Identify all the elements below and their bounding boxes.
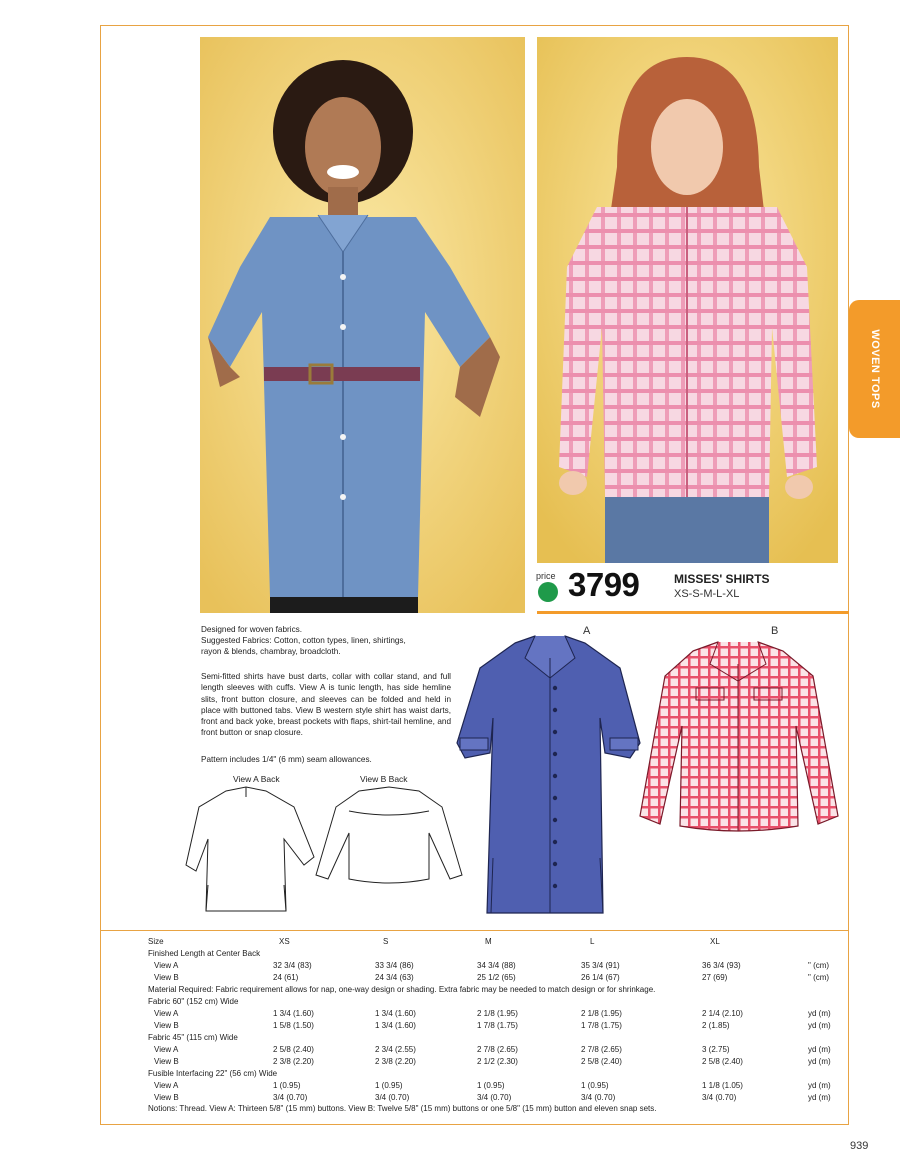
fabrics-line-3: rayon & blends, chambray, broadcloth. bbox=[201, 647, 341, 656]
f45-b-xl: 2 5/8 (2.40) bbox=[702, 1057, 743, 1066]
price-label: price bbox=[536, 571, 556, 581]
fi-b-l: 3/4 (0.70) bbox=[581, 1093, 616, 1102]
illustration-view-b-back bbox=[314, 785, 464, 887]
fabrics-line-1: Designed for woven fabrics. bbox=[201, 625, 303, 634]
photo-view-a bbox=[200, 37, 525, 613]
f60-view-a-label: View A bbox=[154, 1009, 179, 1018]
f45-b-xs: 2 3/8 (2.20) bbox=[273, 1057, 314, 1066]
fabric45-label: Fabric 45" (115 cm) Wide bbox=[148, 1033, 238, 1042]
fi-a-xl: 1 1/8 (1.05) bbox=[702, 1081, 743, 1090]
fabrics-line-2: Suggested Fabrics: Cotton, cotton types, linen, shirtings, bbox=[201, 636, 406, 645]
fi-a-xs: 1 (0.95) bbox=[273, 1081, 301, 1090]
f60-b-s: 1 3/4 (1.60) bbox=[375, 1021, 416, 1030]
f45-a-s: 2 3/4 (2.55) bbox=[375, 1045, 416, 1054]
fl-b-xs: 24 (61) bbox=[273, 973, 299, 982]
fabric60-label: Fabric 60" (152 cm) Wide bbox=[148, 997, 239, 1006]
f60-view-b-label: View B bbox=[154, 1021, 179, 1030]
illustration-view-a-back bbox=[184, 785, 318, 915]
f60-a-xs: 1 3/4 (1.60) bbox=[273, 1009, 314, 1018]
f45-a-xs: 2 5/8 (2.40) bbox=[273, 1045, 314, 1054]
pattern-title: MISSES' SHIRTS bbox=[674, 572, 770, 586]
material-note: Material Required: Fabric requirement allows for nap, one-way design or shading. Extra fabric may be needed to match design or for shrinkage. bbox=[148, 985, 656, 994]
fi-a-s: 1 (0.95) bbox=[375, 1081, 403, 1090]
f45-b-unit: yd (m) bbox=[808, 1057, 831, 1066]
fl-b-unit: " (cm) bbox=[808, 973, 830, 982]
fi-a-unit: yd (m) bbox=[808, 1081, 831, 1090]
f45-b-s: 2 3/8 (2.20) bbox=[375, 1057, 416, 1066]
pattern-number: 3799 bbox=[568, 566, 640, 603]
fl-b-xl: 27 (69) bbox=[702, 973, 728, 982]
fi-b-xl: 3/4 (0.70) bbox=[702, 1093, 737, 1102]
fusible-label: Fusible Interfacing 22" (56 cm) Wide bbox=[148, 1069, 278, 1078]
fi-b-m: 3/4 (0.70) bbox=[477, 1093, 512, 1102]
section-tab-label: WOVEN TOPS bbox=[868, 329, 881, 409]
f60-a-m: 2 1/8 (1.95) bbox=[477, 1009, 518, 1018]
fl-view-b-label: View B bbox=[154, 973, 179, 982]
photo-view-b bbox=[537, 37, 838, 563]
pattern-sizes: XS-S-M-L-XL bbox=[674, 588, 740, 600]
size-label: Size bbox=[148, 937, 164, 946]
fl-b-m: 25 1/2 (65) bbox=[477, 973, 516, 982]
view-b-label: B bbox=[771, 625, 779, 637]
f45-b-m: 2 1/2 (2.30) bbox=[477, 1057, 518, 1066]
seam-allowance-note: Pattern includes 1/4" (6 mm) seam allowances. bbox=[201, 755, 372, 764]
specs-divider bbox=[100, 930, 849, 931]
f60-a-l: 2 1/8 (1.95) bbox=[581, 1009, 622, 1018]
size-l: L bbox=[590, 937, 595, 946]
fi-view-b-label: View B bbox=[154, 1093, 179, 1102]
size-xs: XS bbox=[279, 937, 290, 946]
divider-rule bbox=[537, 611, 849, 614]
view-a-label: A bbox=[583, 625, 591, 637]
size-s: S bbox=[383, 937, 389, 946]
illustration-view-b bbox=[638, 636, 840, 836]
f60-b-unit: yd (m) bbox=[808, 1021, 831, 1030]
f45-a-unit: yd (m) bbox=[808, 1045, 831, 1054]
notions: Notions: Thread. View A: Thirteen 5/8" (15 mm) buttons. View B: Twelve 5/8" (15 mm) buttons or one 5/8" (15 mm) button and eleven snap sets. bbox=[148, 1104, 657, 1113]
fi-b-s: 3/4 (0.70) bbox=[375, 1093, 410, 1102]
fl-a-unit: " (cm) bbox=[808, 961, 830, 970]
fi-b-unit: yd (m) bbox=[808, 1093, 831, 1102]
illustration-view-a bbox=[455, 628, 645, 916]
f60-a-s: 1 3/4 (1.60) bbox=[375, 1009, 416, 1018]
section-tab-woven-tops[interactable] bbox=[849, 300, 900, 438]
view-b-back-label: View B Back bbox=[360, 774, 408, 784]
f45-b-l: 2 5/8 (2.40) bbox=[581, 1057, 622, 1066]
finished-length-label: Finished Length at Center Back bbox=[148, 949, 261, 958]
fl-a-xs: 32 3/4 (83) bbox=[273, 961, 312, 970]
page-number: 939 bbox=[850, 1140, 869, 1152]
fl-a-xl: 36 3/4 (93) bbox=[702, 961, 741, 970]
view-a-back-label: View A Back bbox=[233, 774, 280, 784]
f60-b-xl: 2 (1.85) bbox=[702, 1021, 730, 1030]
fi-a-m: 1 (0.95) bbox=[477, 1081, 505, 1090]
fl-a-l: 35 3/4 (91) bbox=[581, 961, 620, 970]
f60-b-l: 1 7/8 (1.75) bbox=[581, 1021, 622, 1030]
fl-view-a-label: View A bbox=[154, 961, 179, 970]
f60-b-xs: 1 5/8 (1.50) bbox=[273, 1021, 314, 1030]
fl-a-m: 34 3/4 (88) bbox=[477, 961, 516, 970]
f45-view-b-label: View B bbox=[154, 1057, 179, 1066]
price-dot-icon bbox=[538, 582, 558, 602]
fi-b-xs: 3/4 (0.70) bbox=[273, 1093, 308, 1102]
fi-view-a-label: View A bbox=[154, 1081, 179, 1090]
f45-a-l: 2 7/8 (2.65) bbox=[581, 1045, 622, 1054]
size-xl: XL bbox=[710, 937, 720, 946]
f45-a-m: 2 7/8 (2.65) bbox=[477, 1045, 518, 1054]
size-m: M bbox=[485, 937, 492, 946]
description-body: Semi-fitted shirts have bust darts, collar with collar stand, and full length sleeves with cuffs. View A is tunic length, has side hemline slits, front button closure, and sleeves can be folded and held in place with buttoned tabs. View B western style shirt has waist darts, front and back yoke, breast pockets with flaps, shirt-tail hemline, and front button or snap closure. bbox=[201, 672, 451, 738]
f45-a-xl: 3 (2.75) bbox=[702, 1045, 730, 1054]
f60-a-xl: 2 1/4 (2.10) bbox=[702, 1009, 743, 1018]
f60-a-unit: yd (m) bbox=[808, 1009, 831, 1018]
f45-view-a-label: View A bbox=[154, 1045, 179, 1054]
fi-a-l: 1 (0.95) bbox=[581, 1081, 609, 1090]
f60-b-m: 1 7/8 (1.75) bbox=[477, 1021, 518, 1030]
fl-b-s: 24 3/4 (63) bbox=[375, 973, 414, 982]
fl-b-l: 26 1/4 (67) bbox=[581, 973, 620, 982]
fl-a-s: 33 3/4 (86) bbox=[375, 961, 414, 970]
